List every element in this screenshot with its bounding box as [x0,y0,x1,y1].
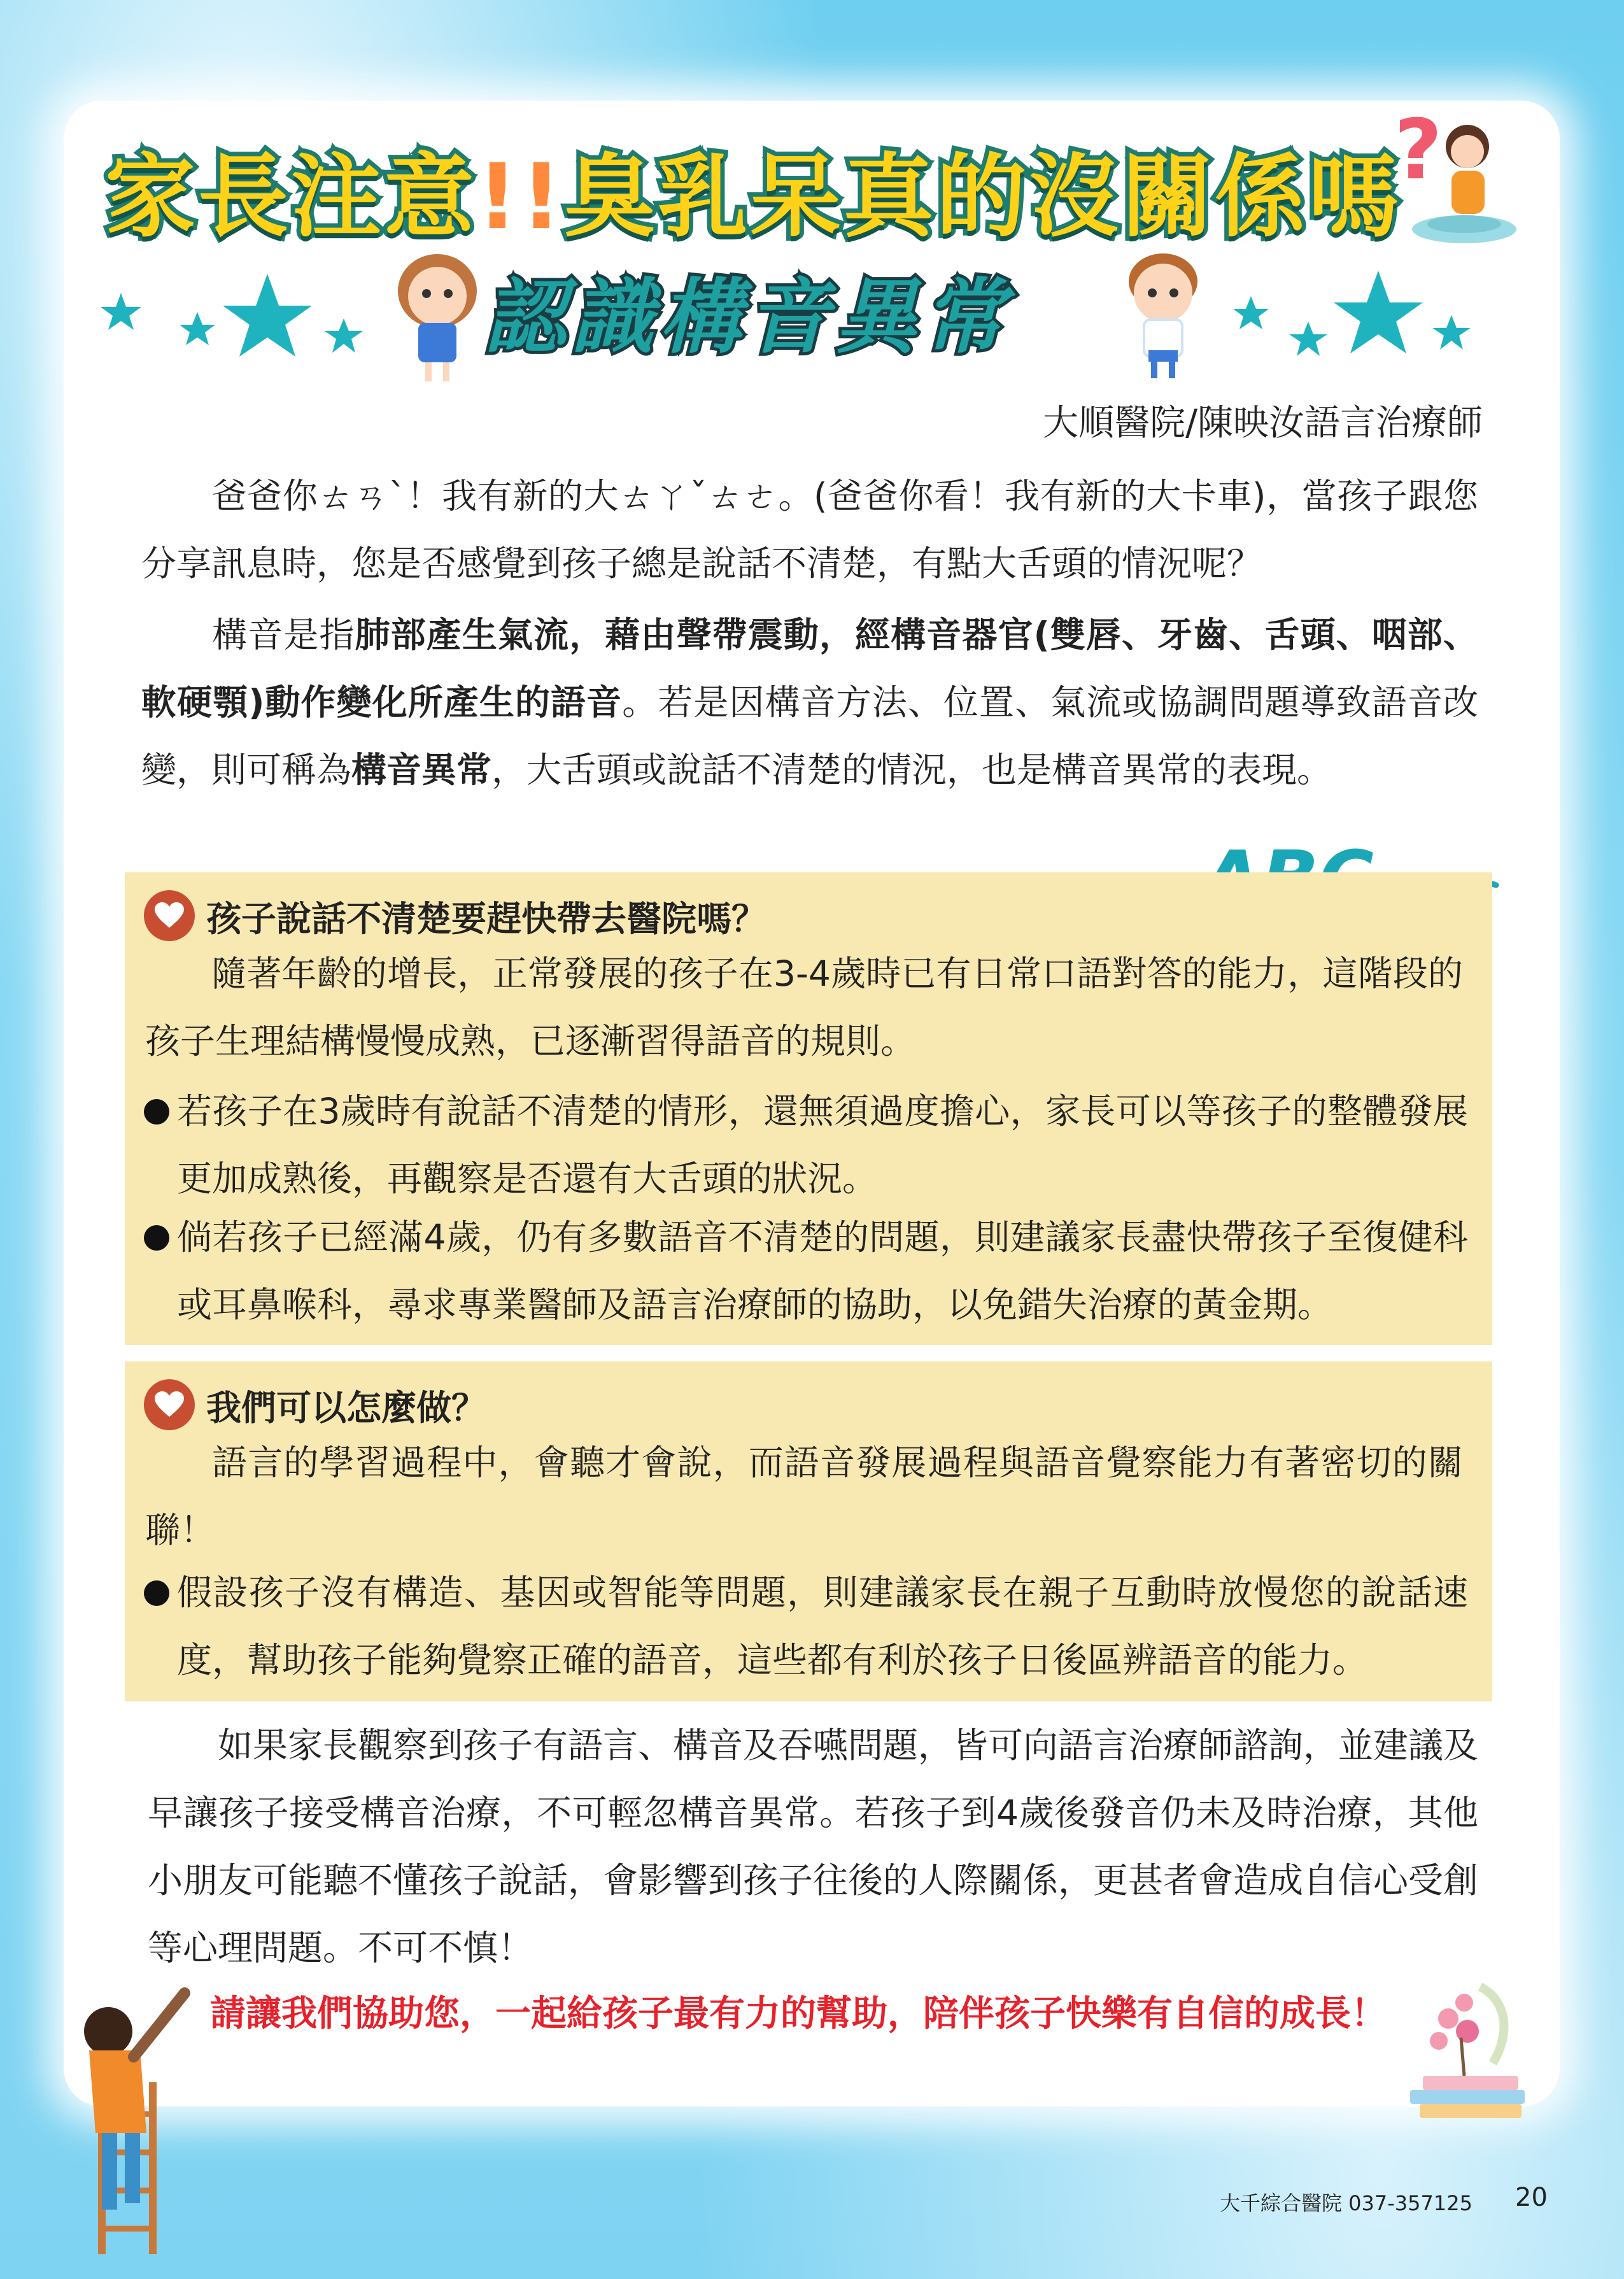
closing-statement: 請讓我們協助您，一起給孩子最有力的幫助，陪伴孩子快樂有自信的成長！ [210,1993,1387,2034]
section-box-2 [125,1361,1492,1701]
bullet-item: 假設孩子沒有構造、基因或智能等問題，則建議家長在親子互動時放慢您的說話速度，幫助孩子能夠覺察正確的語音，這些都有利於孩子日後區辨語音的能力。 [144,1559,1468,1694]
boy-icon [1115,248,1211,382]
girl-icon [390,252,485,385]
heart-icon [144,1379,195,1430]
heart-icon [144,890,195,941]
bullet-item: 若孩子在3歲時有說話不清楚的情形，還無須過度擔心，家長可以等孩子的整體發展更加成熟後，再觀察是否還有大舌頭的狀況。 [144,1077,1468,1212]
intro-paragraph-1: 爸爸你ㄊㄢˋ！我有新的大ㄊㄚˇㄊㄜ。(爸爸你看！我有新的大卡車)，當孩子跟您分享訊息時，您是否感覺到孩子總是說話不清楚，有點大舌頭的情況呢？ [141,476,1478,584]
section-box-1 [125,872,1492,1345]
page-subtitle: 認識構音異常 [484,270,1012,365]
page-title: 家長注意!!臭乳呆真的沒關係嗎 [105,145,1401,250]
books-plant-icon [1404,1974,1550,2127]
bullet-dot [144,1099,169,1125]
section-text-1: 隨著年齡的增長，正常發展的孩子在3-4歲時已有日常口語對答的能力，這階段的孩子生理結構慢慢成熟，已逐漸習得語音的規則。 [145,953,1463,1061]
page-number: 20 [1515,2183,1548,2212]
section-heading-1: 孩子說話不清楚要趕快帶去醫院嗎？ [144,890,766,941]
section-text-2: 語言的學習過程中，會聽才會說，而語音發展過程與語音覺察能力有著密切的關聯！ [145,1442,1463,1551]
footer-hospital: 大千綜合醫院 037-357125 [1220,2191,1472,2215]
child-ladder-icon [64,1987,210,2254]
conclusion-paragraph: 如果家長觀察到孩子有語言、構音及吞嚥問題，皆可向語言治療師諮詢，並建議及早讓孩子接受構音治療，不可輕忽構音異常。若孩子到4歲後發音仍未及時治療，其他小朋友可能聽不懂孩子說話，會影響到孩子往後的人際關係，更甚者會造成自信心受創等心理問題。不可不慎！ [148,1725,1479,1968]
bullet-dot [144,1225,169,1251]
bullet-dot [144,1580,169,1606]
author-byline: 大順醫院/陳映汝語言治療師 [1043,402,1483,444]
bullet-item: 倘若孩子已經滿4歲，仍有多數語音不清楚的問題，則建議家長盡快帶孩子至復健科或耳鼻喉科，尋求專業醫師及語言治療師的協助，以免錯失治療的黃金期。 [144,1203,1468,1338]
question-girl-icon [1381,101,1515,261]
star-icon [1232,264,1480,376]
intro-paragraph-2: 構音是指肺部產生氣流，藉由聲帶震動，經構音器官(雙唇、牙齒、舌頭、咽部、軟硬顎)動作變化所產生的語音。若是因構音方法、位置、氣流或協調問題導致語音改變，則可稱為構音異常，大舌頭或說話不清楚的情況，也是構音異常的表現。 [141,614,1478,790]
star-icon [95,267,376,376]
svg-text:?: ? [1394,101,1443,198]
section-heading-2: 我們可以怎麼做？ [144,1379,486,1430]
